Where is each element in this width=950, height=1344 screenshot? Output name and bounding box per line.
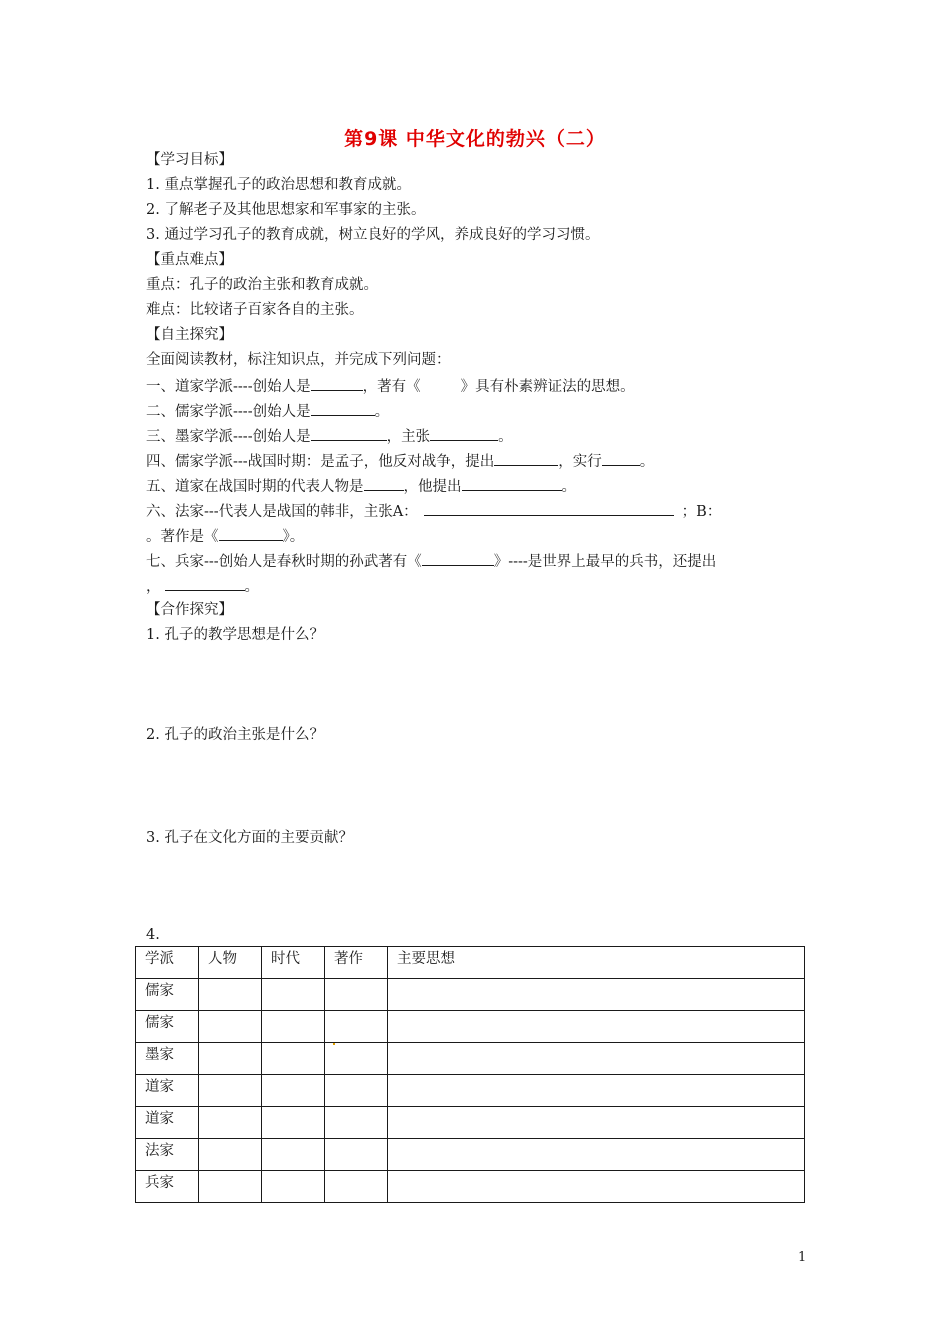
- table-cell[interactable]: [325, 1107, 388, 1139]
- question-3-text-b: ，主张: [386, 429, 431, 445]
- blank-field[interactable]: [494, 450, 558, 466]
- question-4-text-a: 四、儒家学派---战国时期：是孟子，他反对战争，提出: [146, 454, 495, 470]
- table-row: [136, 1107, 805, 1139]
- table-cell[interactable]: [325, 1011, 388, 1043]
- question-7-text-c: ，: [146, 579, 161, 595]
- table-cell[interactable]: [199, 1171, 262, 1203]
- coop-question-4: 4.: [146, 927, 160, 943]
- question-1: [146, 375, 635, 397]
- table-cell[interactable]: [262, 1075, 325, 1107]
- table-cell[interactable]: [388, 1139, 805, 1171]
- table-row: [136, 1171, 805, 1203]
- question-6-line-1: [146, 500, 721, 522]
- table-row: [136, 979, 805, 1011]
- table-row: [136, 1043, 805, 1075]
- question-3: [146, 425, 513, 447]
- objective-2: 2. 了解老子及其他思想家和军事家的主张。: [146, 202, 426, 218]
- blank-field[interactable]: [165, 575, 245, 591]
- question-5: [146, 475, 576, 497]
- school-cell: 儒家: [136, 1011, 199, 1043]
- blank-field[interactable]: [311, 375, 363, 391]
- table-cell[interactable]: [262, 1011, 325, 1043]
- table-cell[interactable]: [388, 1011, 805, 1043]
- question-1-text-b: ，著有《: [362, 379, 421, 395]
- table-header-cell: 著作: [325, 947, 388, 979]
- school-cell: 法家: [136, 1139, 199, 1171]
- page-number: 1: [798, 1250, 807, 1265]
- table-header-cell: 学派: [136, 947, 199, 979]
- schools-table: [135, 946, 805, 1203]
- school-cell: 道家: [136, 1107, 199, 1139]
- table-cell[interactable]: [325, 1139, 388, 1171]
- blank-field[interactable]: [602, 450, 640, 466]
- table-cell[interactable]: [262, 1139, 325, 1171]
- table-cell[interactable]: [388, 1043, 805, 1075]
- blank-field[interactable]: [219, 525, 283, 541]
- question-6-text-d: 》。: [282, 529, 305, 545]
- blank-field[interactable]: [311, 425, 387, 441]
- blank-field[interactable]: [424, 500, 674, 516]
- school-cell: 道家: [136, 1075, 199, 1107]
- question-7-text-a: 七、兵家---创始人是春秋时期的孙武著有《: [146, 554, 422, 570]
- blank-field[interactable]: [311, 400, 375, 416]
- blank-field[interactable]: [462, 475, 562, 491]
- question-7-line-1: [146, 550, 716, 572]
- table-cell[interactable]: [199, 979, 262, 1011]
- question-7-text-b: 》----是世界上最早的兵书，还提出: [493, 554, 717, 570]
- table-header-cell: 主要思想: [388, 947, 805, 979]
- blank-field[interactable]: [430, 425, 498, 441]
- question-1-text-c: 》具有朴素辨证法的思想。: [460, 379, 635, 395]
- question-3-text-c: 。: [498, 429, 513, 445]
- question-2-text-a: 二、儒家学派----创始人是: [146, 404, 311, 420]
- table-cell[interactable]: [199, 1011, 262, 1043]
- coop-question-3: 3. 孔子在文化方面的主要贡献？: [146, 830, 353, 846]
- question-1-text-a: 一、道家学派----创始人是: [146, 379, 311, 395]
- question-7-line-2: [146, 575, 259, 597]
- table-cell[interactable]: [199, 1043, 262, 1075]
- table-header-cell: 人物: [199, 947, 262, 979]
- table-cell[interactable]: [199, 1075, 262, 1107]
- school-cell: 兵家: [136, 1171, 199, 1203]
- school-cell: 儒家: [136, 979, 199, 1011]
- coop-question-1: 1. 孔子的教学思想是什么？: [146, 627, 324, 643]
- page-title: 第9课 中华文化的勃兴（二）: [344, 128, 606, 150]
- blank-field[interactable]: [422, 550, 494, 566]
- question-5-text-c: 。: [561, 479, 576, 495]
- table-cell[interactable]: [325, 979, 388, 1011]
- table-cell[interactable]: [388, 1107, 805, 1139]
- table-cell[interactable]: [262, 1171, 325, 1203]
- question-3-text-a: 三、墨家学派----创始人是: [146, 429, 311, 445]
- table-cell[interactable]: [262, 1107, 325, 1139]
- table-cell[interactable]: [199, 1139, 262, 1171]
- table-cell[interactable]: [262, 1043, 325, 1075]
- question-4: [146, 450, 654, 472]
- table-header-cell: 时代: [262, 947, 325, 979]
- self-study-intro: 全面阅读教材，标注知识点，并完成下列问题：: [146, 352, 451, 368]
- objectives-heading: 【学习目标】: [146, 152, 233, 168]
- table-row: [136, 1075, 805, 1107]
- table-cell[interactable]: [388, 1171, 805, 1203]
- question-7-text-d: 。: [244, 579, 259, 595]
- table-cell[interactable]: [199, 1107, 262, 1139]
- objective-3: 3. 通过学习孔子的教育成就，树立良好的学风，养成良好的学习习惯。: [146, 227, 600, 243]
- blank-field[interactable]: [364, 475, 404, 491]
- table-row: [136, 1139, 805, 1171]
- question-4-text-c: 。: [639, 454, 655, 470]
- question-4-text-b: ，实行: [558, 454, 602, 470]
- table-cell[interactable]: [262, 979, 325, 1011]
- stray-mark: [333, 1043, 335, 1045]
- table-cell[interactable]: [388, 979, 805, 1011]
- question-6-text-b: ；B：: [681, 504, 722, 520]
- objective-1: 1. 重点掌握孔子的政治思想和教育成就。: [146, 177, 411, 193]
- table-cell[interactable]: [388, 1075, 805, 1107]
- keypoint-text: 重点：孔子的政治主张和教育成就。: [146, 277, 378, 293]
- question-6-text-c: 。著作是《: [146, 529, 219, 545]
- table-cell[interactable]: [325, 1171, 388, 1203]
- table-cell[interactable]: [325, 1075, 388, 1107]
- table-row: [136, 1011, 805, 1043]
- question-6-text-a: 六、法家---代表人是战国的韩非，主张A：: [146, 504, 418, 520]
- table-header-row: [136, 947, 805, 979]
- question-5-text-a: 五、道家在战国时期的代表人物是: [146, 479, 364, 495]
- question-5-text-b: ，他提出: [403, 479, 462, 495]
- question-6-line-2: [146, 525, 304, 547]
- keypoints-heading: 【重点难点】: [146, 252, 233, 268]
- table-cell[interactable]: [325, 1043, 388, 1075]
- self-study-heading: 【自主探究】: [146, 327, 233, 343]
- question-2: [146, 400, 389, 422]
- school-cell: 墨家: [136, 1043, 199, 1075]
- coop-question-2: 2. 孔子的政治主张是什么？: [146, 727, 324, 743]
- coop-heading: 【合作探究】: [146, 602, 233, 618]
- question-2-text-b: 。: [374, 404, 390, 420]
- difficulty-text: 难点：比较诸子百家各自的主张。: [146, 302, 364, 318]
